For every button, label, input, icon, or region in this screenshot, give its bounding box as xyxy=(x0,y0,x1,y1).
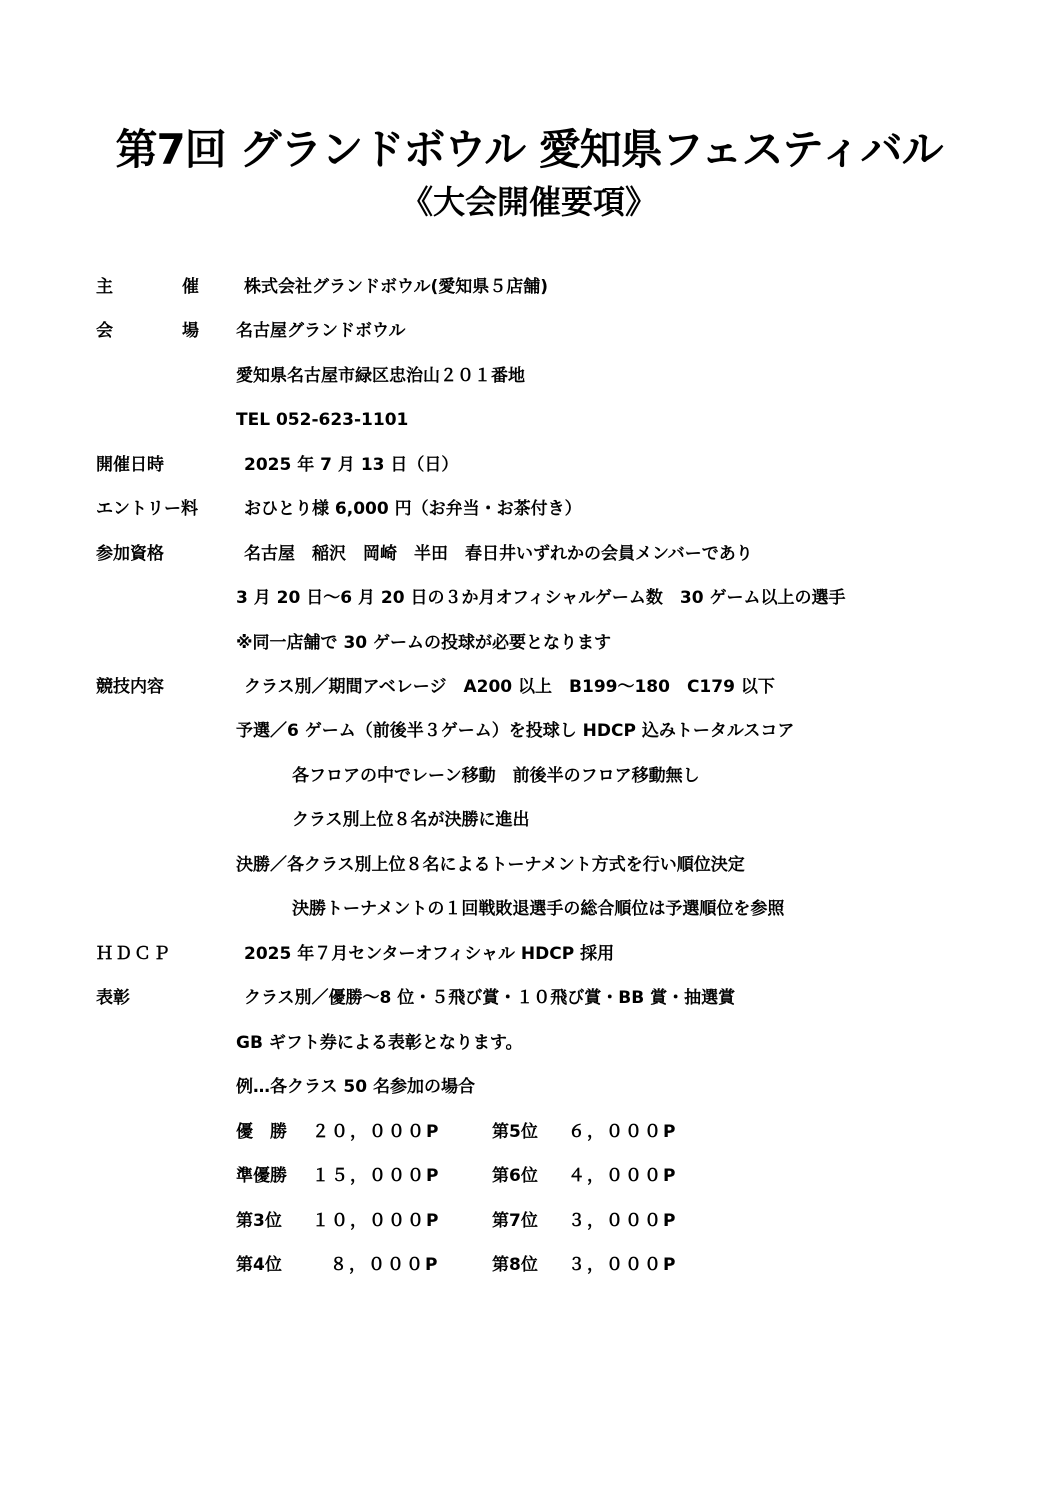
prize-rank-left: 準優勝 xyxy=(236,1166,287,1186)
prize-row xyxy=(0,1162,1058,1190)
venue-tel: TEL 052-623-1101 xyxy=(236,410,409,430)
prize-rank-right: 第5位 xyxy=(492,1122,538,1142)
eligibility-row-2 xyxy=(0,584,1058,612)
date-value: 2025 年 7 月 13 日（日） xyxy=(244,455,459,475)
prize-row xyxy=(0,1207,1058,1235)
competition-line1: クラス別／期間アベレージ A200 以上 B199～180 C179 以下 xyxy=(244,677,775,697)
awards-line3: 例…各クラス 50 名参加の場合 xyxy=(236,1077,475,1097)
competition-row-6 xyxy=(0,895,1058,923)
prize-amount-left: ８，０００P xyxy=(330,1255,440,1275)
competition-row-2 xyxy=(0,717,1058,745)
competition-row-3 xyxy=(0,762,1058,790)
prize-rank-left: 優 勝 xyxy=(236,1122,287,1142)
organizer-label: 主 催 xyxy=(96,277,225,297)
prize-rank-right: 第7位 xyxy=(492,1211,538,1231)
venue-tel-row xyxy=(0,406,1058,434)
document-subtitle: 《大会開催要項》 xyxy=(400,183,657,221)
competition-line6: 決勝トーナメントの１回戦敗退選手の総合順位は予選順位を参照 xyxy=(292,899,785,919)
document-title: 第7回 グランドボウル 愛知県フェスティバル xyxy=(115,125,943,174)
organizer-row xyxy=(0,273,1058,301)
entry-fee-label: エントリー料 xyxy=(96,499,198,519)
venue-label: 会 場 xyxy=(96,321,225,341)
competition-line3: 各フロアの中でレーン移動 前後半のフロア移動無し xyxy=(292,766,700,786)
prize-amount-right: ３，０００P xyxy=(568,1211,678,1231)
competition-line2: 予選／6 ゲーム（前後半３ゲーム）を投球し HDCP 込みトータルスコア xyxy=(236,721,795,741)
hdcp-value: 2025 年７月センターオフィシャル HDCP 採用 xyxy=(244,944,615,964)
prize-amount-left: ２０，０００P xyxy=(312,1122,441,1142)
venue-address: 愛知県名古屋市緑区忠治山２０１番地 xyxy=(236,366,525,386)
awards-label: 表彰 xyxy=(96,988,130,1008)
awards-line1: クラス別／優勝～8 位・５飛び賞・１０飛び賞・BB 賞・抽選賞 xyxy=(244,988,736,1008)
prize-amount-left: １５，０００P xyxy=(312,1166,441,1186)
entry-fee-value: おひとり様 6,000 円（お弁当・お茶付き） xyxy=(244,499,582,519)
competition-label: 競技内容 xyxy=(96,677,164,697)
prize-amount-right: ４，０００P xyxy=(568,1166,678,1186)
competition-row-4 xyxy=(0,806,1058,834)
prize-rank-right: 第6位 xyxy=(492,1166,538,1186)
organizer-value: 株式会社グランドボウル(愛知県５店舗) xyxy=(244,277,549,297)
competition-row-5 xyxy=(0,851,1058,879)
venue-row xyxy=(0,317,1058,345)
awards-line2: GB ギフト券による表彰となります。 xyxy=(236,1033,523,1053)
eligibility-line3: ※同一店舗で 30 ゲームの投球が必要となります xyxy=(236,633,612,653)
awards-row-2 xyxy=(0,1029,1058,1057)
prize-rank-right: 第8位 xyxy=(492,1255,538,1275)
prize-rank-left: 第4位 xyxy=(236,1255,282,1275)
eligibility-line1: 名古屋 稲沢 岡崎 半田 春日井いずれかの会員メンバーであり xyxy=(244,544,753,564)
competition-row xyxy=(0,673,1058,701)
eligibility-label: 参加資格 xyxy=(96,544,164,564)
date-row xyxy=(0,451,1058,479)
prize-row xyxy=(0,1251,1058,1279)
prize-rank-left: 第3位 xyxy=(236,1211,282,1231)
entry-fee-row xyxy=(0,495,1058,523)
eligibility-line2: 3 月 20 日～6 月 20 日の３か月オフィシャルゲーム数 30 ゲーム以上の選手 xyxy=(236,588,846,608)
eligibility-row-3 xyxy=(0,629,1058,657)
prize-amount-left: １０，０００P xyxy=(312,1211,441,1231)
eligibility-row xyxy=(0,540,1058,568)
prize-amount-right: ３，０００P xyxy=(568,1255,678,1275)
prize-row xyxy=(0,1118,1058,1146)
awards-row-3 xyxy=(0,1073,1058,1101)
prize-amount-right: ６，０００P xyxy=(568,1122,678,1142)
awards-row xyxy=(0,984,1058,1012)
venue-address-row xyxy=(0,362,1058,390)
date-label: 開催日時 xyxy=(96,455,164,475)
venue-name: 名古屋グランドボウル xyxy=(236,321,406,341)
competition-line5: 決勝／各クラス別上位８名によるトーナメント方式を行い順位決定 xyxy=(236,855,745,875)
hdcp-label: ＨＤＣＰ xyxy=(96,944,172,964)
competition-line4: クラス別上位８名が決勝に進出 xyxy=(292,810,530,830)
hdcp-row xyxy=(0,940,1058,968)
